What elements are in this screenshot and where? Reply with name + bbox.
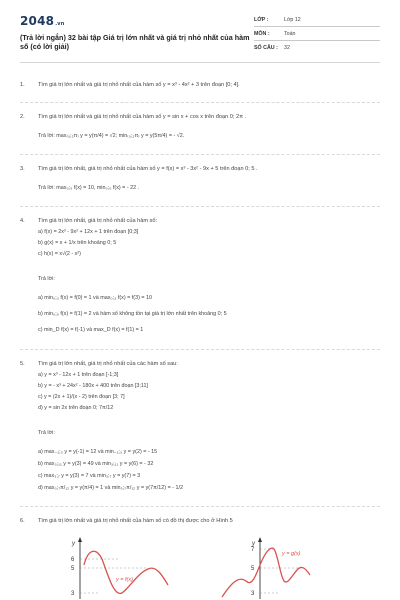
document-title: (Trả lời ngắn) 32 bài tập Giá trị lớn nhất và giá trị nhỏ nhất của hàm số (có lời giải) <box>20 33 250 51</box>
question-separator <box>20 506 380 507</box>
count-value: 32 <box>284 45 290 51</box>
answer-item: c) max₃;₇ y = y(3) = 7 và min₃;₇ y = y(7) = 3 <box>38 473 141 479</box>
meta-divider <box>254 40 380 41</box>
answer-item: a) max₋₁;₃ y = y(-1) = 12 và min₋₁;₃ y = y(2) = - 15 <box>38 449 158 455</box>
question-separator <box>20 349 380 350</box>
sub-item: b) y = - x³ + 24x² - 180x + 400 trên đoạn [3;11] <box>38 383 149 389</box>
sub-item: d) y = sin 2x trên đoạn 0; 7π/12 <box>38 405 114 411</box>
question-number: 3. <box>20 166 25 172</box>
answer-item: a) min₀;₃ f(x) = f(0) = 1 và max₀;₃ f(x) = f(3) = 10 <box>38 295 153 301</box>
answer-item: d) max₀;₇π/₁₂ y = y(π/4) = 1 và min₀;₇π/₁₂ y = y(7π/12) = - 1/2 <box>38 485 184 491</box>
class-value: Lớp 12 <box>284 17 301 23</box>
answer-label: Trả lời: <box>38 430 55 436</box>
answer-text: Trả lời: max₀;₅ f(x) = 10, min₀;₅ f(x) = - 22 . <box>38 185 140 191</box>
sub-item: c) y = (2x + 1)/(x - 2) trên đoạn [3; 7] <box>38 394 125 400</box>
curve-f <box>84 551 168 593</box>
sub-item: a) f(x) = 2x³ - 9x² + 12x + 1 trên đoạn [0;3] <box>38 229 139 235</box>
question-text: Tìm giá trị lớn nhất, giá trị nhỏ nhất của hàm số: <box>38 218 158 224</box>
question-text: Tìm giá trị lớn nhất, giá trị nhỏ nhất của các hàm số sau: <box>38 361 178 367</box>
question-number: 4. <box>20 218 25 224</box>
logo-text: 2048 <box>20 14 55 28</box>
logo-suffix: .vn <box>55 21 65 27</box>
question-number: 1. <box>20 82 25 88</box>
graph-f <box>58 535 178 600</box>
subject-value: Toán <box>284 31 296 37</box>
question-1 <box>20 82 240 88</box>
answer-item: b) max₃;₁₁ y = y(3) = 49 và min₃;₁₁ y = y(6) = - 32 <box>38 461 154 467</box>
question-text: Tìm giá trị lớn nhất và giá trị nhỏ nhất của hàm số y = sin x + cos x trên đoạn 0; 2π . <box>38 114 247 120</box>
answer-item: b) min₀;₅ f(x) = f(1) = 2 và hàm số không tồn tại giá trị lớn nhất trên khoảng 0; 5 <box>38 311 227 317</box>
meta-divider <box>254 26 380 27</box>
count-label: SỐ CÂU : <box>254 45 278 51</box>
question-3 <box>20 166 258 172</box>
question-text: Tìm giá trị lớn nhất và giá trị nhỏ nhất của hàm số y = x³ - 4x² + 3 trên đoạn [0; 4]. <box>38 82 240 88</box>
y-tick-label: 7 <box>251 547 255 553</box>
question-number: 2. <box>20 114 25 120</box>
y-axis-label: y <box>252 541 255 547</box>
question-number: 6. <box>20 518 25 524</box>
subject-label: MÔN : <box>254 31 270 37</box>
sub-item: a) y = x³ - 12x + 1 trên đoạn [-1;3] <box>38 372 119 378</box>
y-tick-label: 3 <box>71 591 75 597</box>
class-label: LỚP : <box>254 17 269 23</box>
sub-item: b) g(x) = x + 1/x trên khoảng 0; 5 <box>38 240 117 246</box>
y-axis-label: y <box>72 541 75 547</box>
y-tick-label: 5 <box>251 566 255 572</box>
answer-item: c) min_D f(x) = f(-1) và max_D f(x) = f(1) = 1 <box>38 327 144 333</box>
y-tick-label: 5 <box>71 566 75 572</box>
question-5 <box>20 361 178 367</box>
question-6 <box>20 518 233 524</box>
graph-g <box>218 535 338 600</box>
header-divider <box>20 62 380 63</box>
y-tick-label: 3 <box>251 591 255 597</box>
y-tick-label: 6 <box>71 557 75 563</box>
question-separator <box>20 206 380 207</box>
question-separator <box>20 102 380 103</box>
question-2 <box>20 114 246 120</box>
site-logo[interactable] <box>20 14 65 28</box>
question-text: Tìm giá trị lớn nhất, giá trị nhỏ nhất của hàm số y = f(x) = x³ - 3x² - 9x + 5 trên đoạn 0; 5 . <box>38 166 258 172</box>
y-axis-arrow <box>258 537 262 542</box>
curve-label: y = g(x) <box>282 551 301 557</box>
curve-label: y = f(x) <box>116 577 133 583</box>
answer-label: Trả lời: <box>38 276 55 282</box>
question-separator <box>20 154 380 155</box>
sub-item: c) h(x) = x√(2 - x²) <box>38 251 81 257</box>
question-number: 5. <box>20 361 25 367</box>
question-text: Tìm giá trị lớn nhất và giá trị nhỏ nhất của hàm số có đồ thị được cho ở Hình 5 <box>38 518 233 524</box>
question-4 <box>20 218 157 224</box>
y-axis-arrow <box>78 537 82 542</box>
answer-text: Trả lời: max₍₀;₂π₎ y = y(π/4) = √2; min₍₀;₂π₎ y = y(5π/4) = - √2. <box>38 133 185 139</box>
